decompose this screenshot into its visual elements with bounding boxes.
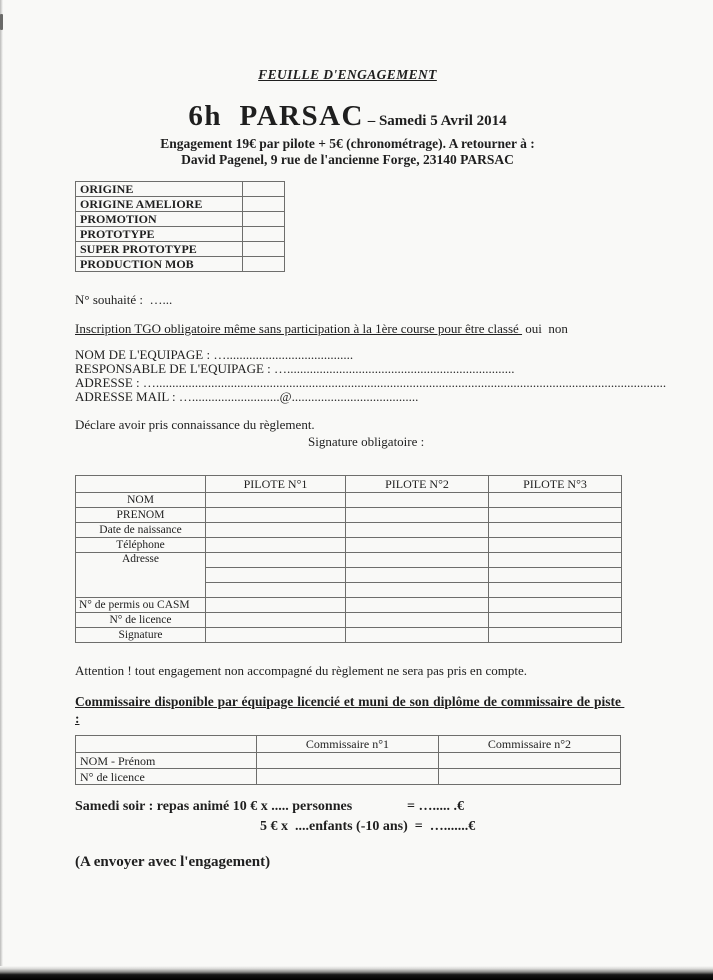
pilot-input-cell [489, 628, 622, 643]
commissaire-col-header: Commissaire n°1 [257, 736, 439, 753]
signature-label: Signature obligatoire : [308, 434, 425, 449]
team-manager-line: RESPONSABLE DE L'EQUIPAGE : …...................................................................... [75, 361, 515, 376]
pilot-header-row [76, 476, 622, 493]
pilot-row-naissance [76, 523, 622, 538]
pilot-input-cell [489, 598, 622, 613]
commissaire-input-cell [439, 769, 621, 785]
event-title: 6h PARSAC [188, 100, 364, 132]
category-value-cell [243, 242, 285, 257]
form-title: FEUILLE D'ENGAGEMENT [258, 67, 437, 82]
tgo-line [75, 321, 568, 337]
team-address-line: ADRESSE : …............................................................................................................................................................. [75, 375, 667, 390]
pilot-input-cell [346, 538, 489, 553]
category-row [76, 197, 285, 212]
pilot-row-label: Téléphone [76, 538, 206, 553]
pilot-table [75, 475, 622, 643]
category-row [76, 242, 285, 257]
event-title-line [75, 100, 620, 133]
pilot-input-cell [346, 598, 489, 613]
pilot-input-cell [206, 493, 346, 508]
pilot-row-label: Date de naissance [76, 523, 206, 538]
commissaire-table [75, 735, 621, 785]
pilot-input-cell [489, 538, 622, 553]
category-value-cell [243, 257, 285, 272]
pilot-input-cell [206, 538, 346, 553]
pilot-input-cell [489, 613, 622, 628]
meal-line-1 [75, 799, 620, 815]
team-name-line: NOM DE L'EQUIPAGE : …....................................... [75, 347, 354, 362]
pilot-input-cell [206, 598, 346, 613]
pilot-input-cell [206, 523, 346, 538]
category-value-cell [243, 227, 285, 242]
category-label: PRODUCTION MOB [76, 257, 243, 272]
commissaire-row-label: NOM - Prénom [76, 753, 257, 769]
pilot-row-label: PRENOM [76, 508, 206, 523]
category-table [75, 181, 285, 272]
pilot-input-cell [346, 628, 489, 643]
pilot-input-cell [489, 583, 622, 598]
tgo-options: oui non [522, 321, 568, 336]
pilot-input-cell [346, 553, 489, 568]
event-date: – Samedi 5 Avril 2014 [363, 113, 507, 129]
commissaire-header-row [76, 736, 621, 753]
pilot-input-cell [346, 508, 489, 523]
category-value-cell [243, 197, 285, 212]
category-row [76, 212, 285, 227]
commissaire-input-cell [257, 769, 439, 785]
pilot-row-telephone [76, 538, 622, 553]
pilot-col-header: PILOTE N°1 [206, 476, 346, 493]
warning-line: Attention ! tout engagement non accompagné du règlement ne sera pas pris en compte. [75, 663, 527, 678]
pilot-input-cell [346, 523, 489, 538]
pilot-input-cell [206, 508, 346, 523]
pilot-input-cell [489, 523, 622, 538]
pilot-row-label: NOM [76, 493, 206, 508]
scan-bottom-edge [0, 966, 713, 980]
pilot-col-header: PILOTE N°2 [346, 476, 489, 493]
footer-note: (A envoyer avec l'engagement) [75, 854, 271, 870]
pilot-row-nom [76, 493, 622, 508]
pilot-input-cell [206, 583, 346, 598]
pilot-input-cell [206, 628, 346, 643]
pilot-input-cell [206, 553, 346, 568]
pilot-input-cell [489, 553, 622, 568]
pilot-col-header: PILOTE N°3 [489, 476, 622, 493]
category-row [76, 257, 285, 272]
category-value-cell [243, 182, 285, 197]
category-label: ORIGINE [76, 182, 243, 197]
number-wanted-line: N° souhaité : …... [75, 292, 173, 307]
category-row [76, 182, 285, 197]
pilot-row-permis [76, 598, 622, 613]
pilot-input-cell [206, 613, 346, 628]
pilot-row-label: Adresse [76, 553, 206, 598]
pilot-input-cell [489, 508, 622, 523]
category-label: ORIGINE AMELIORE [76, 197, 243, 212]
commissaire-input-cell [257, 753, 439, 769]
pilot-input-cell [206, 568, 346, 583]
scan-left-edge-shadow [0, 0, 3, 980]
commissaire-input-cell [439, 753, 621, 769]
declaration-line: Déclare avoir pris connaissance du règlement. [75, 417, 315, 432]
pilot-row-label: N° de permis ou CASM [76, 598, 206, 613]
pilot-row-licence [76, 613, 622, 628]
pilot-input-cell [489, 493, 622, 508]
commissaire-corner-cell [76, 736, 257, 753]
pilot-input-cell [346, 493, 489, 508]
pilot-input-cell [346, 583, 489, 598]
pilot-row-prenom [76, 508, 622, 523]
category-value-cell [243, 212, 285, 227]
pilot-row-adresse [76, 553, 622, 568]
pilot-input-cell [346, 613, 489, 628]
return-address: David Pagenel, 9 rue de l'ancienne Forge, 23140 PARSAC [181, 152, 514, 167]
commissaire-row-nom [76, 753, 621, 769]
pilot-corner-cell [76, 476, 206, 493]
meal-line-1-text: Samedi soir : repas animé 10 € x ..... personnes [75, 799, 353, 814]
commissaire-col-header: Commissaire n°2 [439, 736, 621, 753]
pilot-row-label: N° de licence [76, 613, 206, 628]
pilot-input-cell [489, 568, 622, 583]
commissaire-row-licence [76, 769, 621, 785]
commissaire-heading: Commissaire disponible par équipage licencié et muni de son diplôme de commissaire de piste : [75, 694, 625, 726]
meal-line-1-total: = …..... .€ [407, 799, 464, 814]
tgo-underlined-text: Inscription TGO obligatoire même sans participation à la 1ère course pour être classé [75, 321, 523, 336]
team-email-line: ADRESSE MAIL : …...........................@....................................... [75, 389, 419, 404]
category-label: SUPER PROTOTYPE [76, 242, 243, 257]
commissaire-row-label: N° de licence [76, 769, 257, 785]
category-label: PROMOTION [76, 212, 243, 227]
pilot-row-label: Signature [76, 628, 206, 643]
scan-edge-mark [0, 14, 3, 30]
pilot-input-cell [346, 568, 489, 583]
fee-line: Engagement 19€ par pilote + 5€ (chronométrage). A retourner à : [160, 136, 535, 151]
category-label: PROTOTYPE [76, 227, 243, 242]
meal-line-2: 5 € x ....enfants (-10 ans) = ….......€ [260, 819, 476, 834]
pilot-row-signature [76, 628, 622, 643]
category-row [76, 227, 285, 242]
